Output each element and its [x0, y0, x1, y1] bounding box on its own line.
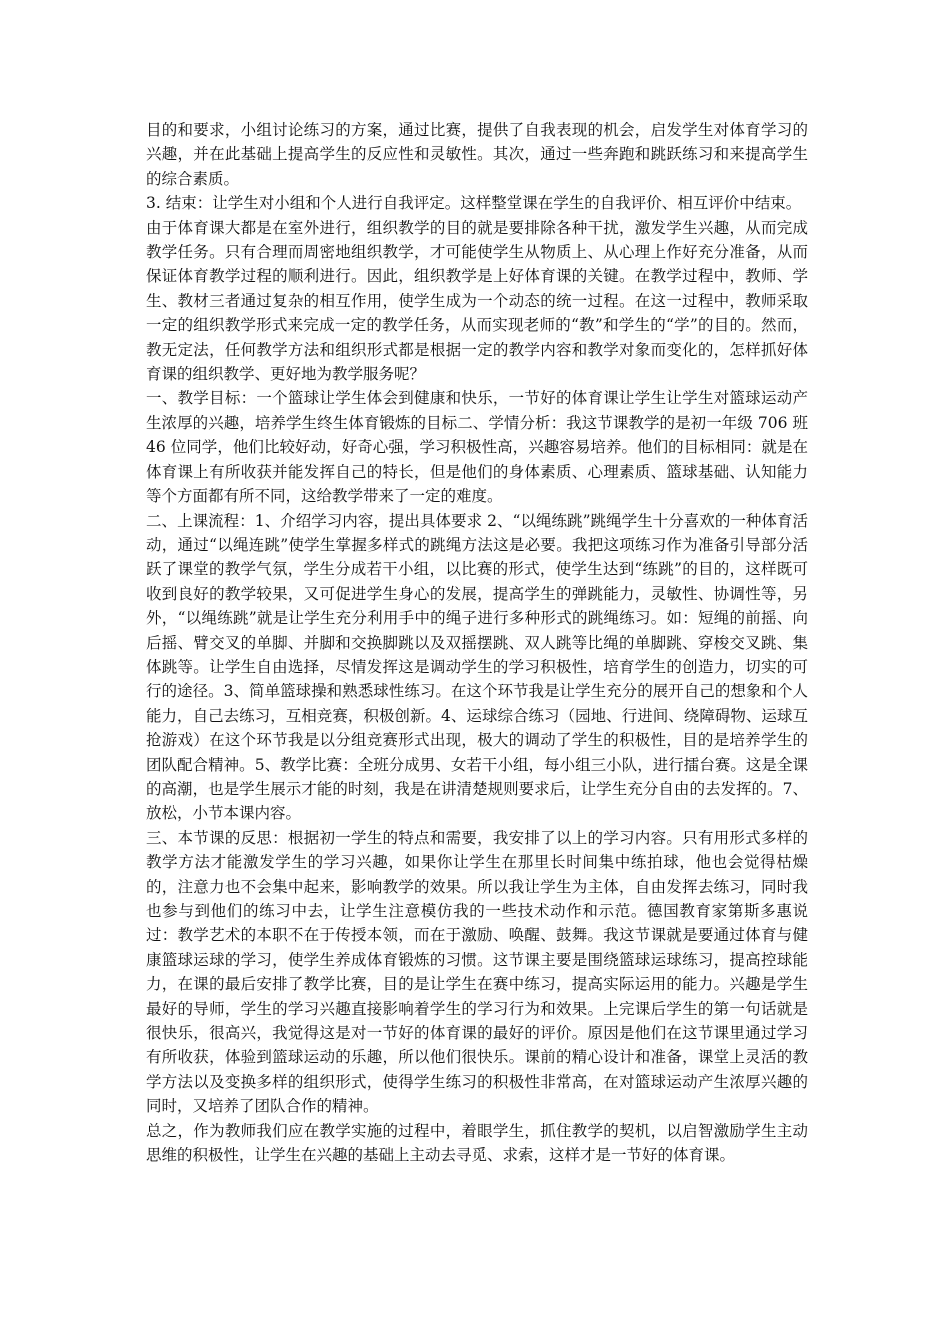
- document-page: [146, 118, 808, 1167]
- paragraph-ending: 3. 结束：让学生对小组和个人进行自我评定。这样整堂课在学生的自我评价、相互评价中结束。: [146, 194, 802, 213]
- paragraph-conclusion: 总之，作为教师我们应在教学实施的过程中，着眼学生，抓住教学的契机，以启智激励学生主动思维的积极性，让学生在兴趣的基础上主动去寻觅、求索，这样才是一节好的体育课。: [146, 1121, 808, 1165]
- paragraph-goals-continued: 目的和要求，小组讨论练习的方案，通过比赛，提供了自我表现的机会，启发学生对体育学习的兴趣，并在此基础上提高学生的反应性和灵敏性。其次，通过一些奔跑和跳跃练习和来提高学生的综合素质。: [146, 121, 808, 188]
- paragraph-reflection: 三、本节课的反思：根据初一学生的特点和需要，我安排了以上的学习内容。只有用形式多样的教学方法才能激发学生的学习兴趣，如果你让学生在那里长时间集中练拍球，他也会觉得枯燥的，注意力也不会集中起来，影响教学的效果。所以我让学生为主体，自由发挥去练习，同时我也参与到他们的练习中去，让学生注意模仿我的一些技术动作和示范。德国教育家第斯多惠说过：教学艺术的本职不在于传授本领，而在于激励、唤醒、鼓舞。我这节课就是要通过体育与健康篮球运球的学习，使学生养成体育锻炼的习惯。这节课主要是围绕篮球运球练习，提高控球能力，在课的最后安排了教学比赛，目的是让学生在赛中练习，提高实际运用的能力。兴趣是学生最好的导师，学生的学习兴趣直接影响着学生的学习行为和效果。上完课后学生的第一句话就是很快乐，很高兴，我觉得这是对一节好的体育课的最好的评价。原因是他们在这节课里通过学习有所收获，体验到篮球运动的乐趣，所以他们很快乐。课前的精心设计和准备，课堂上灵活的教学方法以及变换多样的组织形式，使得学生练习的积极性非常高，在对篮球运动产生浓厚兴趣的同时，又培养了团队合作的精神。: [146, 828, 808, 1116]
- paragraph-organization: 由于体育课大都是在室外进行，组织教学的目的就是要排除各种干扰，激发学生兴趣，从而完成教学任务。只有合理而周密地组织教学，才可能使学生从物质上、从心理上作好充分准备，从而保证体育教学过程的顺利进行。因此，组织教学是上好体育课的关键。在教学过程中，教师、学生、教材三者通过复杂的相互作用，使学生成为一个动态的统一过程。在这一过程中，教师采取一定的组织教学形式来完成一定的教学任务，从而实现老师的“教”和学生的“学”的目的。然而，教无定法，任何教学方法和组织形式都是根据一定的教学内容和教学对象而变化的，怎样抓好体育课的组织教学、更好地为教学服务呢？: [146, 218, 808, 384]
- paragraph-teaching-goals: 一、教学目标：一个篮球让学生体会到健康和快乐，一节好的体育课让学生让学生对篮球运动产生浓厚的兴趣，培养学生终生体育锻炼的目标二、学情分析：我这节课教学的是初一年级 706 班 46 位同学，他们比较好动，好奇心强，学习积极性高，兴趣容易培养。他们的目标相同：就是在体育课上有所收获并能发挥自己的特长，但是他们的身体素质、心理素质、篮球基础、认知能力等个方面都有所不同，这给教学带来了一定的难度。: [146, 389, 808, 506]
- paragraph-class-process: 二、上课流程：1、介绍学习内容，提出具体要求 2、“以绳练跳”跳绳学生十分喜欢的一种体育活动，通过“以绳连跳”使学生掌握多样式的跳绳方法这是必要。我把这项练习作为准备引导部分活跃了课堂的教学气氛，学生分成若干小组，以比赛的形式，使学生达到“练跳”的目的，这样既可收到良好的教学较果，又可促进学生身心的发展，提高学生的弹跳能力，灵敏性、协调性等，另外，“以绳练跳”就是让学生充分利用手中的绳子进行多种形式的跳绳练习。如：短绳的前摇、向后摇、臂交叉的单脚、并脚和交换脚跳以及双摇摆跳、双人跳等比绳的单脚跳、穿梭交叉跳、集体跳等。让学生自由选择，尽情发挥这是调动学生的学习积极性，培育学生的创造力，切实的可行的途径。3、简单篮球操和熟悉球性练习。在这个环节我是让学生充分的展开自己的想象和个人能力，自己去练习，互相竞赛，积极创新。4、运球综合练习（园地、行进间、绕障碍物、运球互抢游戏）在这个环节我是以分组竞赛形式出现，极大的调动了学生的积极性，目的是培养学生的团队配合精神。5、教学比赛：全班分成男、女若干小组，每小组三小队，进行擂台赛。这是全课的高潮，也是学生展示才能的时刻，我是在讲清楚规则要求后，让学生充分自由的去发挥的。7、放松，小节本课内容。: [146, 511, 808, 823]
